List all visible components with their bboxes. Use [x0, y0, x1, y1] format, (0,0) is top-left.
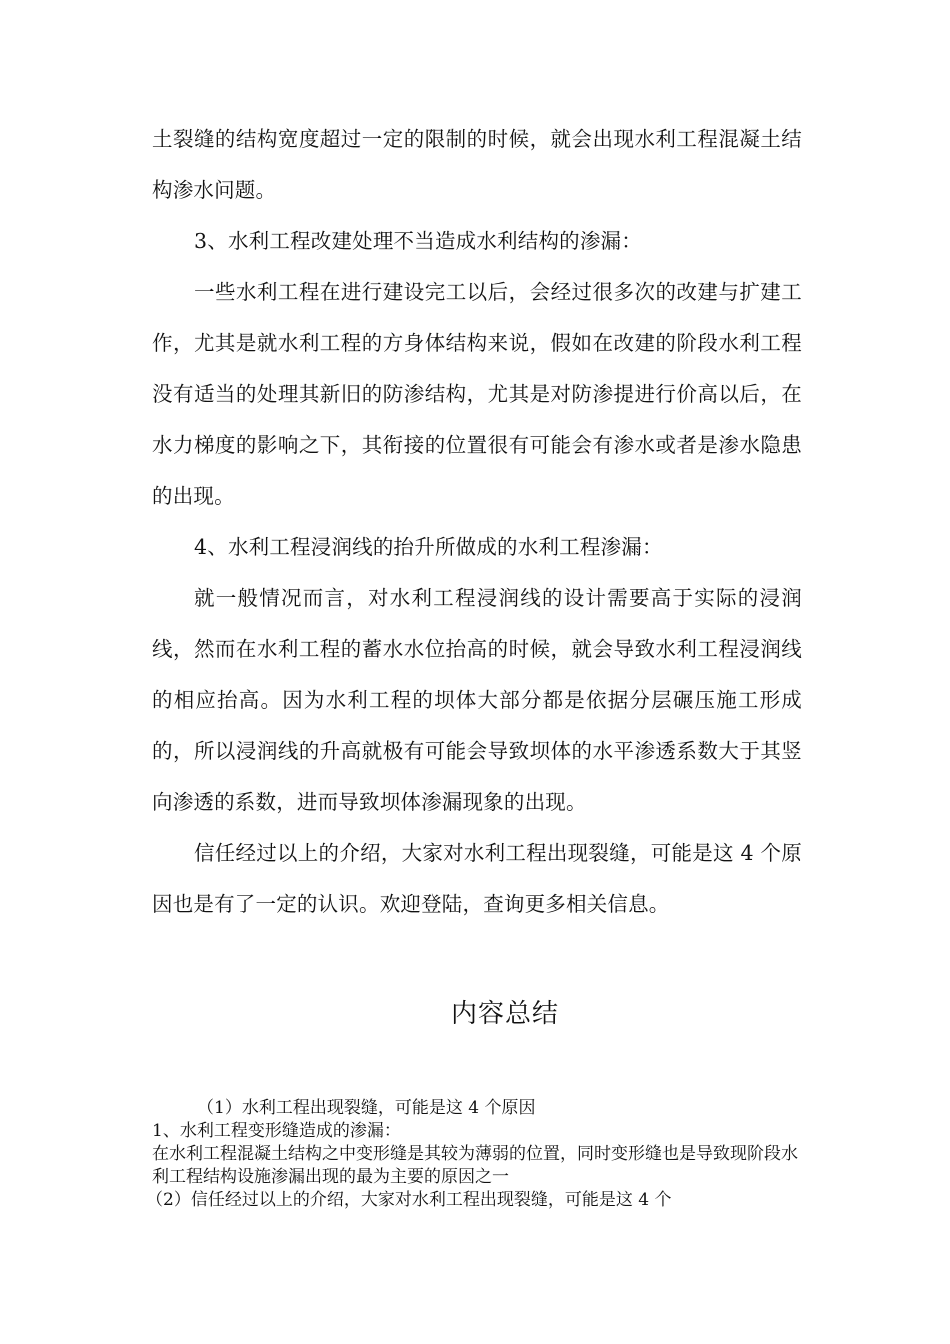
- paragraph-continuation: 土裂缝的结构宽度超过一定的限制的时候，就会出现水利工程混凝土结构渗水问题。: [152, 127, 802, 202]
- paragraph-item-3: 一些水利工程在进行建设完工以后，会经过很多次的改建与扩建工作，尤其是就水利工程的方身体结构来说，假如在改建的阶段水利工程没有适当的处理其新旧的防渗结构，尤其是对防渗提进行价高以后，在水力梯度的影响之下，其衔接的位置很有可能会有渗水或者是渗水隐患的出现。: [152, 280, 802, 508]
- paragraph-conclusion: 信任经过以上的介绍，大家对水利工程出现裂缝，可能是这 4 个原因也是有了一定的认识。欢迎登陆，查询更多相关信息。: [152, 841, 802, 916]
- summary-line-4: （2）信任经过以上的介绍，大家对水利工程出现裂缝，可能是这 4 个: [146, 1190, 672, 1210]
- summary-line-3: 在水利工程混凝土结构之中变形缝是其较为薄弱的位置，同时变形缝也是导致现阶段水利工程结构设施渗漏出现的最为主要的原因之一: [152, 1144, 798, 1187]
- document-body: [152, 114, 802, 930]
- summary-section: [146, 1097, 802, 1212]
- summary-line-2: 1、水利工程变形缝造成的渗漏：: [152, 1121, 401, 1141]
- heading-item-4: 4、水利工程浸润线的抬升所做成的水利工程渗漏：: [194, 535, 663, 559]
- heading-item-3: 3、水利工程改建处理不当造成水利结构的渗漏：: [194, 229, 642, 253]
- paragraph-item-4: 就一般情况而言，对水利工程浸润线的设计需要高于实际的浸润线，然而在水利工程的蓄水水位抬高的时候，就会导致水利工程浸润线的相应抬高。因为水利工程的坝体大部分都是依据分层碾压施工形成的，所以浸润线的升高就极有可能会导致坝体的水平渗透系数大于其竖向渗透的系数，进而导致坝体渗漏现象的出现。: [152, 586, 802, 814]
- summary-title: 内容总结: [450, 999, 559, 1029]
- summary-line-1: （1）水利工程出现裂缝，可能是这 4 个原因: [197, 1098, 536, 1118]
